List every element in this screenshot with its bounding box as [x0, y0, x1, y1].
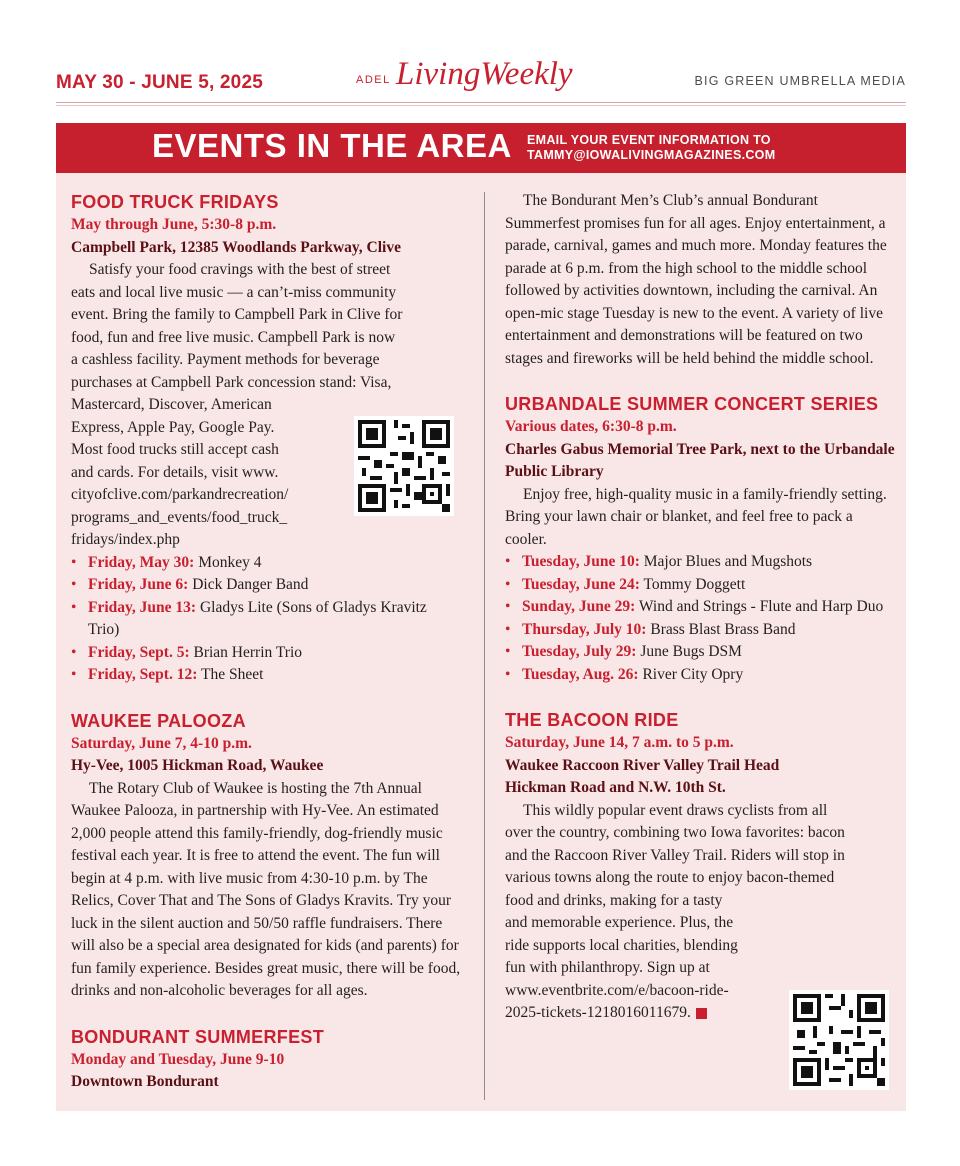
schedule-act: June Bugs DSM: [640, 643, 742, 660]
schedule-act: Dick Danger Band: [192, 576, 309, 593]
schedule-date: Friday, June 13:: [88, 598, 197, 616]
event-dates: Saturday, June 7, 4-10 p.m.: [71, 734, 252, 752]
desc-line-last: [505, 1002, 895, 1025]
bullet-icon: •: [505, 665, 511, 683]
bullet-icon: •: [71, 576, 77, 593]
schedule-date: Thursday, July 10:: [522, 620, 647, 638]
event-description: Enjoy free, high-quality music in a family-friendly setting. Bring your lawn chair or blanket, and feel free to pack a cooler.: [505, 485, 887, 548]
desc-line: Satisfy your food cravings with the best of street: [89, 261, 391, 278]
desc-line: fun with philanthropy. Sign up at: [505, 959, 710, 976]
schedule-item: [71, 597, 461, 642]
event-location: Waukee Raccoon River Valley Trail Head: [505, 756, 780, 774]
event-bacoon-ride: [505, 708, 895, 1025]
left-column: [71, 190, 461, 1094]
event-dates: Saturday, June 14, 7 a.m. to 5 p.m.: [505, 734, 734, 751]
event-dates: Monday and Tuesday, June 9-10: [71, 1050, 285, 1068]
desc-line-url[interactable]: programs_and_events/food_truck_: [71, 508, 288, 526]
schedule-date: Friday, Sept. 5:: [88, 643, 190, 661]
desc-line: and memorable experience. Plus, the: [505, 914, 734, 931]
publisher-name: BIG GREEN UMBRELLA MEDIA: [694, 74, 906, 88]
event-waukee-palooza: [71, 709, 461, 1003]
schedule-date: Friday, May 30:: [88, 553, 195, 571]
event-urbandale-concerts: [505, 392, 895, 686]
desc-line: and cards. For details, visit www.: [71, 463, 279, 481]
schedule-item: [505, 664, 895, 687]
event-title: URBANDALE SUMMER CONCERT SERIES: [505, 394, 879, 414]
bullet-icon: •: [505, 598, 511, 615]
event-dates: May through June, 5:30-8 p.m.: [71, 216, 277, 233]
schedule-item: [71, 574, 461, 597]
schedule-date: Tuesday, June 24:: [522, 575, 640, 593]
event-title: WAUKEE PALOOZA: [71, 710, 246, 731]
bullet-icon: •: [71, 598, 77, 616]
schedule-date: Friday, Sept. 12:: [88, 666, 198, 683]
brand-script: LivingWeekly: [396, 56, 573, 92]
desc-line-url[interactable]: www.eventbrite.com/e/bacoon-ride-: [505, 981, 729, 999]
schedule-date: Sunday, June 29:: [522, 598, 636, 615]
bullet-icon: •: [71, 666, 77, 683]
schedule-item: [71, 642, 461, 665]
banner-email-line1: EMAIL YOUR EVENT INFORMATION TO: [527, 133, 771, 147]
event-location-street: Hickman Road and N.W. 10th St.: [505, 779, 726, 796]
desc-line: This wildly popular event draws cyclists from all: [523, 801, 828, 819]
event-bondurant-summerfest-cont: [505, 190, 895, 370]
desc-line: a cashless facility. Payment methods for beverage: [71, 351, 380, 368]
schedule-item: [505, 551, 895, 574]
event-description: The Bondurant Men’s Club’s annual Bondurant Summerfest promises fun for all ages. Enjoy entertainment, a parade, carnival, games and much more. Monday features the parade at 6 p.m. from the high school to the middle school followed by activities downtown, including the carnival. An open-mic stage Tuesday is new to the event. A variety of live entertainment and demonstrations will be featured on two stages and fireworks will be held behind the middle school.: [505, 192, 887, 367]
schedule-item: [505, 596, 895, 619]
food-truck-schedule: [71, 552, 461, 687]
schedule-act: Gladys Lite (Sons of Gladys Kravitz Trio): [88, 598, 427, 638]
header-rule-secondary: [56, 105, 906, 106]
concert-schedule: [505, 551, 895, 686]
bullet-icon: •: [505, 553, 511, 570]
desc-line: various towns along the route to enjoy bacon-themed: [505, 869, 835, 886]
schedule-item: [505, 574, 895, 597]
issue-date: MAY 30 - JUNE 5, 2025: [56, 72, 263, 93]
event-description: The Rotary Club of Waukee is hosting the 7th Annual Waukee Palooza, in partnership with Hy-Vee. An estimated 2,000 people attend this family-friendly, dog-friendly music festival each year. It is free to attend the event. The fun will begin at 4 p.m. with live music from 4:30-10 p.m. by The Relics, Cover That and The Sons of Gladys Kravits. Try your luck in the silent auction and 50/50 raffle fundraisers. There will also be a special area designated for kids (and parents) for fun family experience. Besides great music, there will be food, drinks and non-alcoholic beverages for all ages.: [71, 779, 461, 999]
event-title: THE BACOON RIDE: [505, 710, 679, 730]
event-description: [505, 800, 895, 1025]
end-mark-icon: [696, 1008, 707, 1019]
desc-line: Mastercard, Discover, American: [71, 396, 272, 413]
event-location: Charles Gabus Memorial Tree Park, next to the Urbandale Public Library: [505, 440, 895, 480]
schedule-act: Tommy Doggett: [643, 575, 746, 593]
desc-line: purchases at Campbell Park concession stand: Visa,: [71, 373, 392, 391]
desc-line: and the Raccoon River Valley Trail. Riders will stop in: [505, 846, 845, 864]
schedule-date: Tuesday, July 29:: [522, 643, 637, 660]
qr-code-icon: [354, 416, 454, 516]
desc-line: food, fun and free live music. Campbell Park is now: [71, 328, 396, 346]
desc-line: eats and local live music — a can’t-miss community: [71, 283, 397, 301]
event-title: FOOD TRUCK FRIDAYS: [71, 192, 279, 212]
banner-title: EVENTS IN THE AREA: [152, 127, 512, 164]
desc-line-url[interactable]: 2025-tickets-1218016011679.: [505, 1004, 691, 1021]
qr-code-food-truck[interactable]: [354, 416, 454, 516]
schedule-act: River City Opry: [642, 665, 744, 683]
desc-line: event. Bring the family to Campbell Park in Clive for: [71, 306, 403, 323]
event-location: Hy-Vee, 1005 Hickman Road, Waukee: [71, 757, 324, 774]
schedule-act: The Sheet: [200, 666, 264, 683]
desc-line: ride supports local charities, blending: [505, 936, 738, 954]
bullet-icon: •: [505, 643, 511, 660]
schedule-act: Monkey 4: [198, 553, 262, 571]
schedule-item: [505, 641, 895, 664]
desc-line: Express, Apple Pay, Google Pay.: [71, 418, 275, 436]
schedule-date: Tuesday, Aug. 26:: [522, 665, 639, 683]
schedule-date: Tuesday, June 10:: [522, 553, 640, 570]
event-dates: Various dates, 6:30-8 p.m.: [505, 418, 677, 435]
desc-line-url[interactable]: fridays/index.php: [71, 531, 180, 548]
schedule-item: [505, 619, 895, 642]
events-banner: [56, 123, 906, 173]
schedule-item: [71, 552, 461, 575]
bullet-icon: •: [505, 575, 511, 593]
header-rule: [56, 102, 906, 103]
banner-email: [527, 133, 775, 163]
masthead: [56, 56, 906, 102]
desc-line: Most food trucks still accept cash: [71, 441, 279, 458]
bullet-icon: •: [71, 643, 77, 661]
schedule-act: Brian Herrin Trio: [193, 643, 302, 661]
schedule-act: Major Blues and Mugshots: [643, 553, 813, 570]
schedule-item: [71, 664, 461, 687]
schedule-date: Friday, June 6:: [88, 576, 189, 593]
brand-logo: [356, 56, 616, 102]
desc-line-url[interactable]: cityofclive.com/parkandrecreation/: [71, 486, 289, 503]
event-location: Campbell Park, 12385 Woodlands Parkway, Clive: [71, 238, 401, 256]
desc-line: over the country, combining two Iowa favorites: bacon: [505, 824, 845, 841]
right-column: [505, 190, 895, 1025]
event-title: BONDURANT SUMMERFEST: [71, 1026, 324, 1047]
bullet-icon: •: [71, 553, 77, 571]
column-divider: [484, 192, 485, 1100]
schedule-act: Brass Blast Brass Band: [650, 620, 796, 638]
banner-email-address[interactable]: TAMMY@IOWALIVINGMAGAZINES.COM: [527, 148, 776, 162]
desc-line: food and drinks, making for a tasty: [505, 891, 723, 909]
event-location: Downtown Bondurant: [71, 1073, 219, 1090]
brand-adel: ADEL: [356, 74, 391, 86]
event-bondurant-summerfest: [71, 1025, 461, 1094]
schedule-act: Wind and Strings - Flute and Harp Duo: [638, 598, 884, 615]
bullet-icon: •: [505, 620, 511, 638]
